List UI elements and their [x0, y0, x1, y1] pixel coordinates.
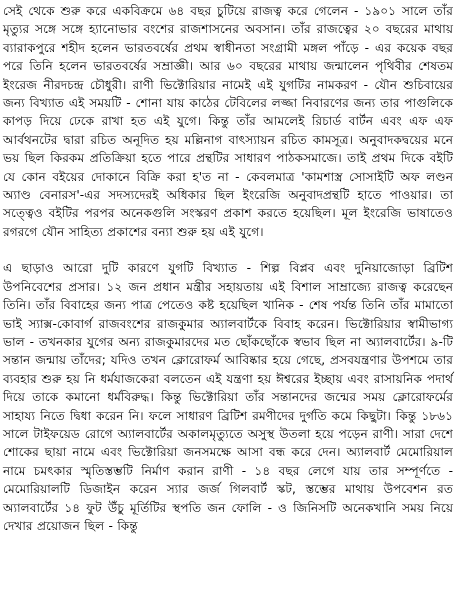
- paragraph-2: এ ছাড়াও আরো দুটি কারণে যুগটি বিখ্যাত - শিল্প বিপ্লব এবং দুনিয়াজোড়া ব্রিটিশ উপনিবেশের প্রসার। ১২ জন প্রধান মন্ত্রীর সহায়তায় এই বিশাল সাম্রাজ্যে রাজত্ব করেছেন তিনি। তাঁর বিবাহের জন্য পাত্র পেতেও কষ্ট হয়েছিল খানিক - শেষ পর্যন্ত তিনি তাঁর মামাতো ভাই স্যাক্স-কোবার্গ রাজবংশের রাজকুমার অ্যালবার্টকে বিবাহ করেন। ভিক্টোরিয়ার স্বামীভাগ্য ভাল - তখনকার যুগের অন্য রাজকুমারদের মত ছোঁকছোঁকে স্বভাব ছিল না অ্যালবার্টের। ৯-টি সন্তান জন্মায় তাঁদের; যদিও তখন ক্লোরোফর্ম আবিষ্কার হয়ে গেছে, প্রসবযন্ত্রণার উপশমে তার ব্যবহার শুরু হয় নি ধর্মযাজকেরা বলতেন এই যন্ত্রণা হয় ঈশ্বরের ইচ্ছায় এবং রাসায়নিক পদার্থ দিয়ে তাকে কমানো ধর্মবিরুদ্ধ। কিন্তু ভিক্টোরিয়া তাঁর সন্তানদের জন্মের সময় ক্লোরোফর্মের সাহায্য নিতে দ্বিধা করেন নি। ফলে সাধারণ ব্রিটিশ রমণীদের দুর্গতি কমে কিছুটা। কিন্তু ১৮৬১ সালে টাইফয়েড রোগে অ্যালবার্টের অকালমৃত্যুতে অসুস্থ উতলা হয়ে পড়েন রাণী। সারা দেশে শোকের ছায়া নামে এবং ভিক্টোরিয়া জনসমক্ষে আসা বন্ধ করে দেন। অ্যালবার্ট মেমোরিয়াল নামে চমৎকার স্মৃতিস্তম্ভটি নির্মাণ করান রাণী - ১৪ বছর লেগে যায় তার সম্পূর্ণতে - মেমোরিয়ালটি ডিজাইন করেন স্যার জর্জ গিলবার্ট স্কট, স্তম্ভের মাথায় উপবেশন রত অ্যালবার্টের ১৪ ফুট উঁচু মূর্তিটির স্থপতি জন ফোলি - ও জিনিসটি অনেকখানি সময় নিয়ে দেখার প্রয়োজন ছিল - কিন্তু: [3, 261, 453, 533]
- paragraph-gap: [3, 241, 453, 259]
- paragraph-1: সেই থেকে শুরু করে একবিক্রমে ৬৪ বছর চুটিয়ে রাজত্ব করে গেলেন - ১৯০১ সালে তাঁর মৃত্যুর সঙ্গে সঙ্গে হ্যানোভার বংশের রাজশাসনের অবসান। তাঁর রাজত্বের ২০ বছরের মাথায় ব্যারাকপুরে শহীদ হলেন ভারতবর্ষের প্রথম স্বাধীনতা সংগ্রামী মঙ্গল পাঁড়ে - এর কয়েক বছর পরে তিনি হলেন ভারতবর্ষের সম্রাজ্ঞী। আর ৬০ বছরের মাথায় জন্মালেন পৃথিবীর শেষতম ইংরেজ নীরদচন্দ্র চৌধুরী। রাণী ভিক্টোরিয়ার নামেই এই যুগটির নামকরণ - যৌন শুচিবায়ের জন্য বিখ্যাত এই সময়টি - শোনা যায় কাঠের টেবিলের লজ্জা নিবারণের জন্য তার পাগুলিকে কাপড় দিয়ে ঢেকে রাখা হত এই যুগে। কিন্তু তাঁর আমলেই রিচার্ড বার্টন এবং এফ এফ আর্বথনটের দ্বারা রচিত অনূদিত হয় মল্লিনাগ বাৎস্যায়ন রচিত কামসূত্র। অনুবাদকদ্বয়ের মনে ভয় ছিল কিরকম প্রতিক্রিয়া হতে পারে প্রন্থটির সাধারণ পাঠকসমাজে। তাই প্রথম দিকে বইটি যে কোন বইয়ের দোকানে বিক্রি করা হ'ত না - কেবলমাত্র 'কামশাস্ত্র সোসাইটি অফ লণ্ডন অ্যাণ্ড বেনারস'-এর সদস্যদেরই অধিকার ছিল ইংরেজি অনুবাদপ্রন্থটি হাতে পাওয়ার। তা সত্ত্বেও বইটির পরপর অনেকগুলি সংস্করণ প্রকাশ করতে হয়েছিল। মূল ইংরেজি ভাষাতেও রগরগে যৌন সাহিত্য প্রকাশের বন্যা শুরু হয় এই যুগে।: [3, 4, 453, 239]
